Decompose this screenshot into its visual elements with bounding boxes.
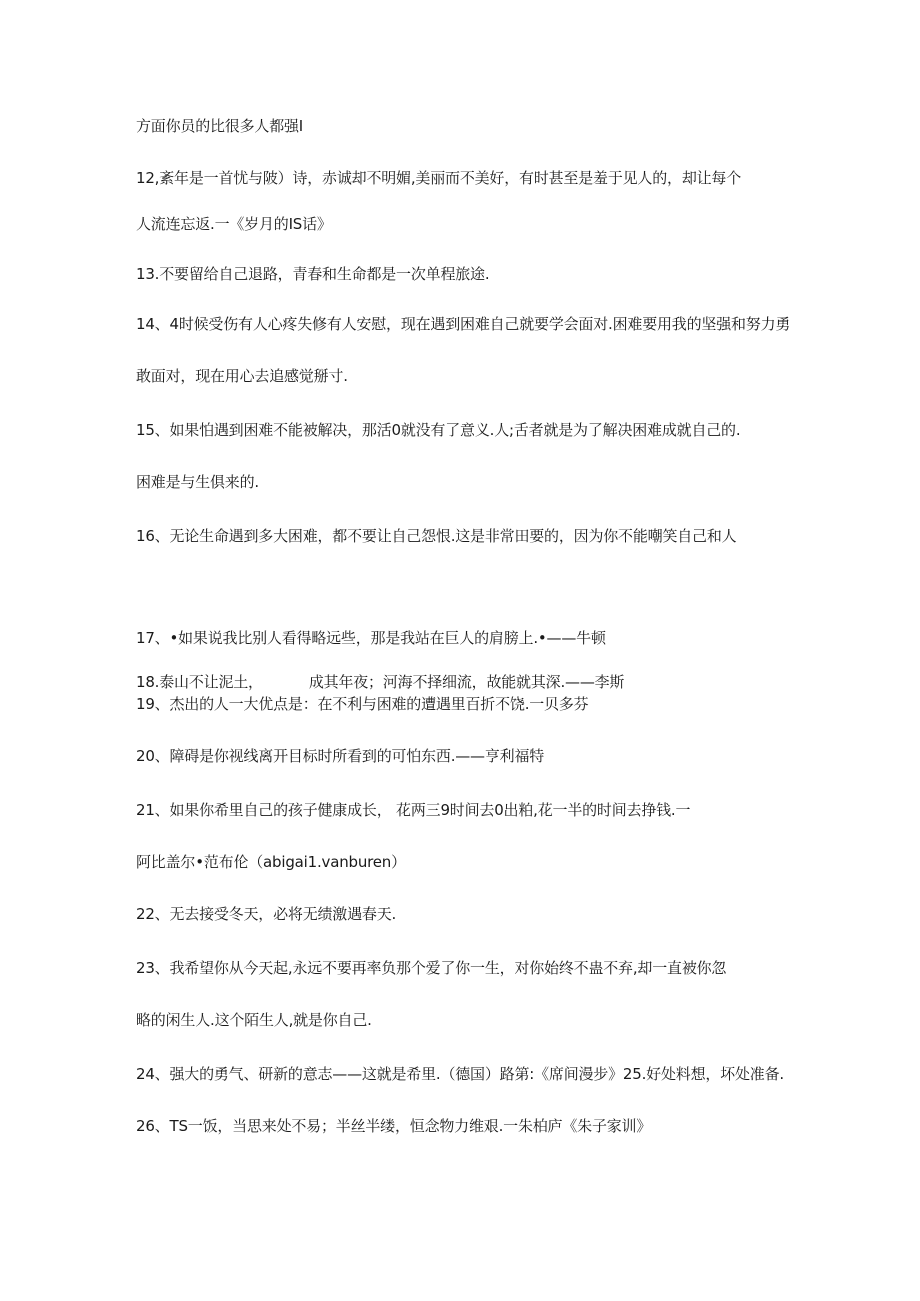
text-line-18-part1: 18.泰山不让泥土，	[136, 673, 263, 691]
text-line: 15、如果怕遇到困难不能被解决，那活0就没有了意义.人;舌者就是为了解决困难成就自己的.	[136, 421, 741, 439]
text-line: 12,紊年是一首忧与陂）诗，赤诚却不明媚,美丽而不美好，有时甚至是羞于见人的，却让每个	[136, 169, 742, 187]
text-line: 16、无论生命遇到多大困难，都不要让自己怨恨.这是非常田要的，因为你不能嘲笑自己和人	[136, 527, 737, 545]
text-line: 阿比盖尔•范布伦（abigai1.vanburen）	[136, 853, 406, 871]
text-line: 17、•如果说我比别人看得略远些，那是我站在巨人的肩膀上.•——牛顿	[136, 629, 606, 647]
text-line: 敢面对，现在用心去追感觉掰寸.	[136, 367, 348, 385]
text-line: 困难是与生俱来的.	[136, 473, 259, 491]
text-line: 方面你员的比很多人都强I	[136, 117, 304, 135]
text-line-18	[136, 672, 624, 692]
text-line: 24、强大的勇气、研新的意志——这就是希里.（德国）路第:《席间漫步》25.好处料想，坏处准备.	[136, 1065, 784, 1083]
text-line: 20、障碍是你视线离开目标时所看到的可怕东西.——亨利福特	[136, 747, 545, 765]
text-line: 21、如果你希里自己的孩子健康成长， 花两三9时间去0出粕,花一半的时间去挣钱.一	[136, 801, 691, 819]
text-line: 22、无去接受冬天，必将无绩激遇春天.	[136, 905, 397, 923]
text-line: 14、4时候受伤有人心疼失修有人安慰，现在遇到困难自己就要学会面对.困难要用我的坚强和努力勇	[136, 315, 791, 333]
text-line: 13.不要留给自己退路，青春和生命都是一次单程旅途.	[136, 265, 490, 283]
text-line: 人流连忘返.一《岁月的IS话》	[136, 215, 332, 233]
text-line: 26、TS一饭，当思来处不易；半丝半缕，恒念物力维艰.一朱柏庐《朱子家训》	[136, 1117, 652, 1135]
text-line: 略的闲生人.这个陌生人,就是你自己.	[136, 1011, 372, 1029]
text-line: 19、杰出的人一大优点是：在不利与困难的遭遇里百折不饶.一贝多芬	[136, 695, 589, 713]
text-line-18-part2: 成其年夜；河海不择细流，故能就其深.——李斯	[308, 673, 625, 691]
text-line: 23、我希望你从今天起,永远不要再率负那个爱了你一生，对你始终不蛊不弃,却一直被你忽	[136, 959, 727, 977]
